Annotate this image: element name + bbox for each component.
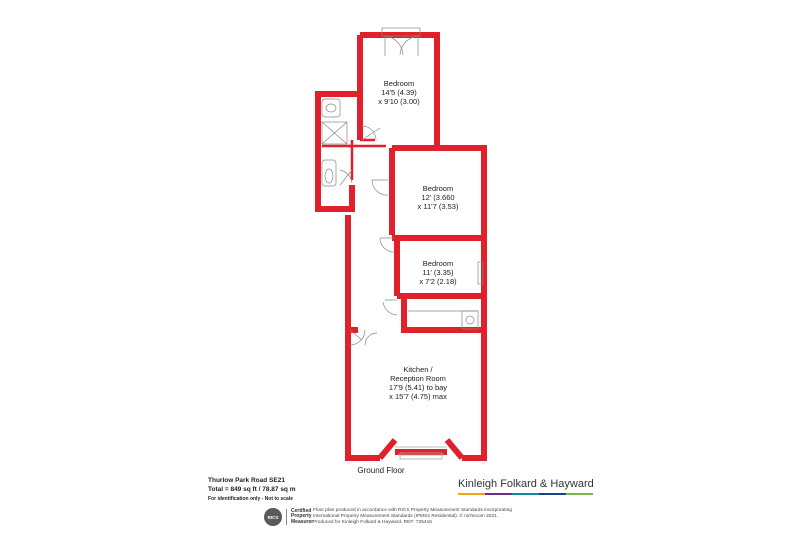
svg-text:x 11'7 (3.53): x 11'7 (3.53) bbox=[417, 202, 459, 211]
brand-name: Kinleigh Folkard & Hayward bbox=[458, 478, 594, 490]
svg-text:12' (3.660: 12' (3.660 bbox=[421, 193, 455, 202]
property-total-area: Total = 849 sq ft / 78.87 sq m bbox=[208, 485, 296, 493]
svg-text:Reception Room: Reception Room bbox=[390, 374, 446, 383]
property-note: For identification only - Not to scale bbox=[208, 496, 294, 502]
bay-window bbox=[395, 447, 447, 459]
room-bedroom-1-label bbox=[378, 79, 420, 106]
svg-text:11' (3.35): 11' (3.35) bbox=[422, 268, 454, 277]
brand bbox=[458, 478, 593, 495]
brand-bar-segment bbox=[566, 493, 593, 495]
property-road: Thurlow Park Road SE21 bbox=[208, 477, 285, 484]
svg-text:Bedroom: Bedroom bbox=[422, 184, 454, 193]
brand-bar-segment bbox=[512, 493, 539, 495]
svg-text:Kitchen /: Kitchen / bbox=[403, 365, 433, 374]
brand-bar-segment bbox=[458, 493, 485, 495]
bathroom-fixtures bbox=[322, 99, 347, 186]
svg-text:x 9'10 (3.00): x 9'10 (3.00) bbox=[378, 97, 420, 106]
property-info bbox=[208, 477, 295, 504]
svg-text:Bedroom: Bedroom bbox=[422, 259, 454, 268]
floor-label: Ground Floor bbox=[357, 466, 405, 475]
svg-text:x 15'7 (4.75) max: x 15'7 (4.75) max bbox=[389, 392, 447, 401]
svg-text:x 7'2 (2.18): x 7'2 (2.18) bbox=[419, 277, 457, 286]
brand-color-bar bbox=[458, 493, 593, 495]
certified-measurer-badge: Certified Property Measurer bbox=[286, 509, 313, 526]
svg-text:Bedroom: Bedroom bbox=[383, 79, 415, 88]
rics-certification bbox=[264, 508, 313, 526]
svg-text:17'9 (5.41) to bay: 17'9 (5.41) to bay bbox=[388, 383, 448, 392]
brand-bar-segment bbox=[485, 493, 512, 495]
footer-disclaimer: Floor plan produced in accordance with RICS Property Measurement Standards incorporating International Property Measurement Standards (IPMS2 Residential). © nichecom 2021. Produced for Kinleigh Folkard & Hayward. REF: 725416 bbox=[313, 508, 512, 525]
rics-logo-icon: RICS bbox=[264, 508, 282, 526]
brand-bar-segment bbox=[539, 493, 566, 495]
room-kitchen-reception-label bbox=[389, 365, 447, 401]
svg-text:14'5 (4.39): 14'5 (4.39) bbox=[381, 88, 417, 97]
room-bedroom-2-label bbox=[418, 184, 459, 211]
room-bedroom-3-label bbox=[419, 259, 457, 286]
